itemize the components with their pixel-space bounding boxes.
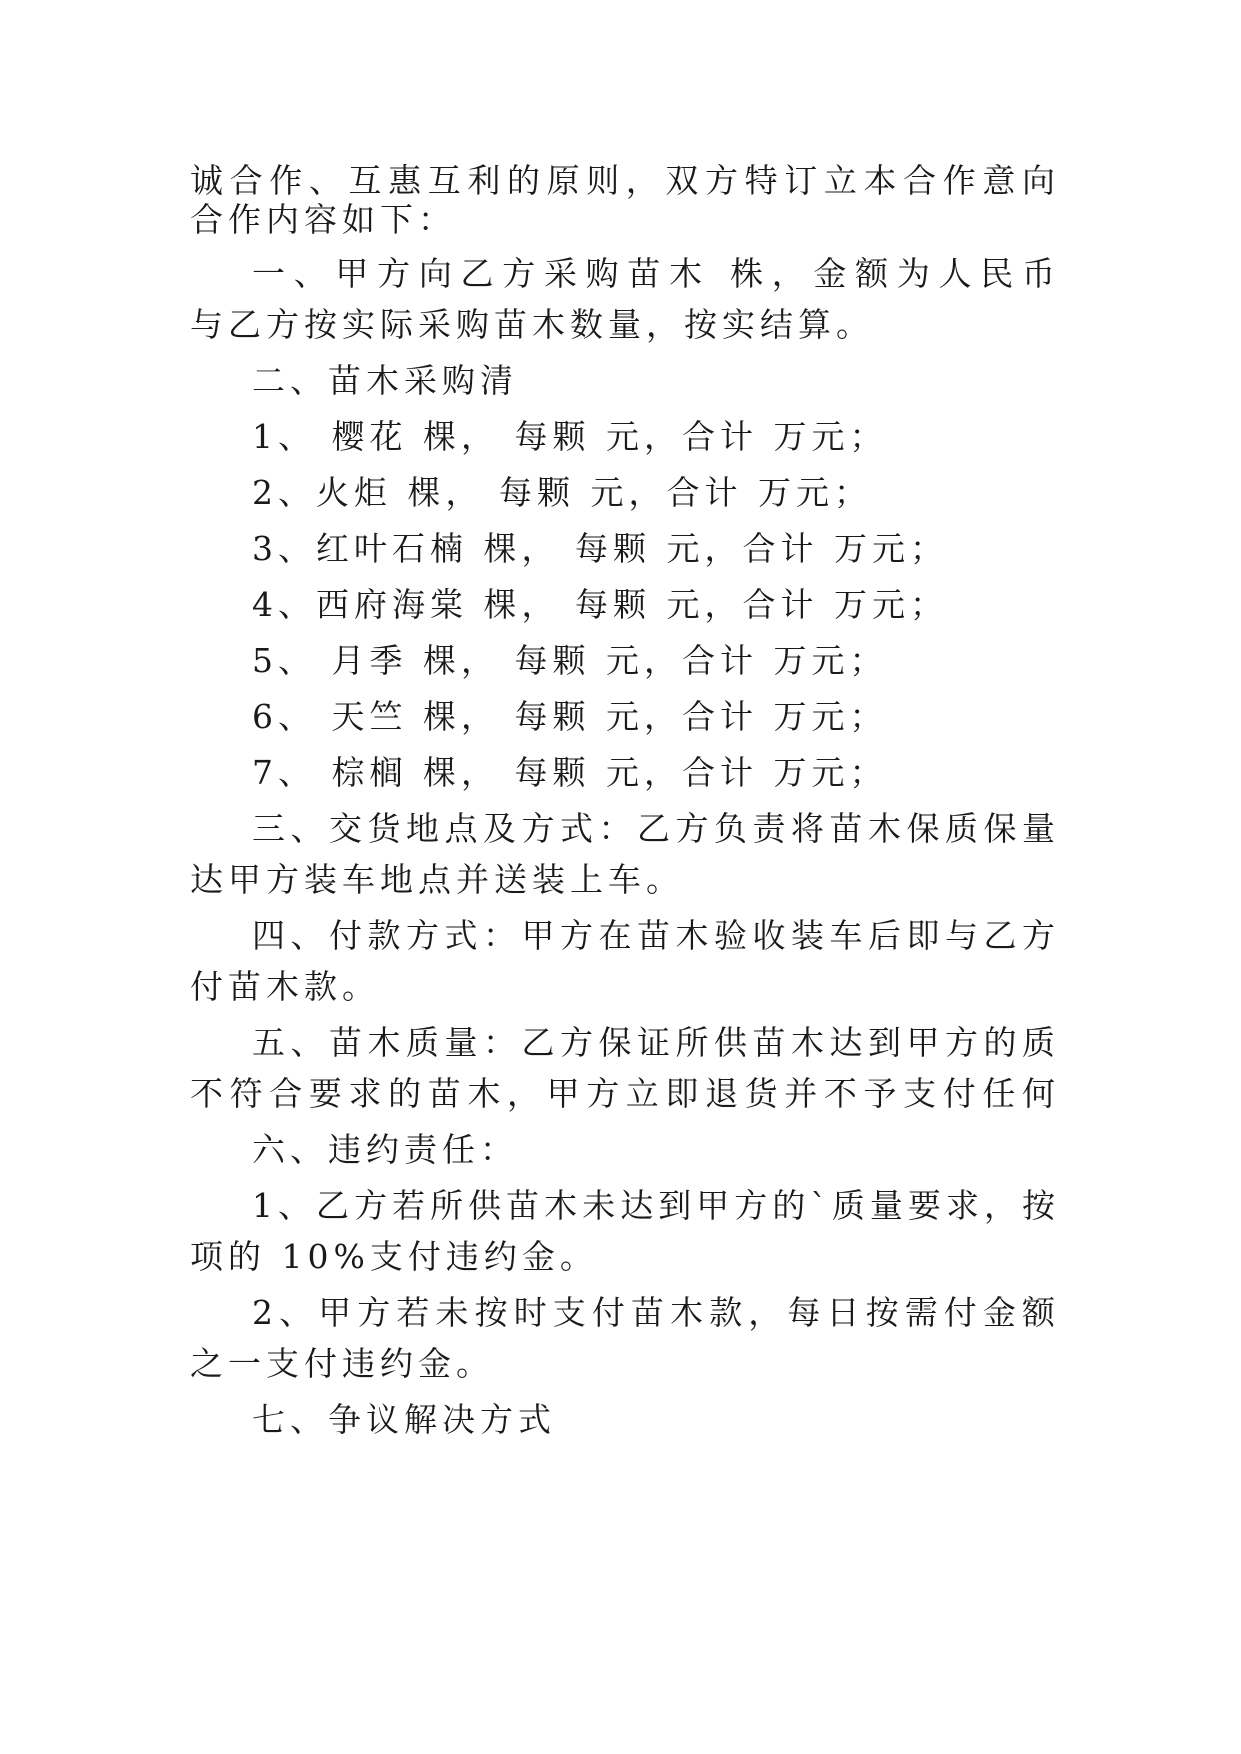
purchase-list-item: 3、红叶石楠 棵， 每颗 元，合计 万元； — [252, 529, 948, 568]
clause-4-heading: 四、付款方式：甲方在苗木验收装车后即与乙方 — [252, 916, 1060, 955]
clause-3-heading: 三、交货地点及方式：乙方负责将苗木保质保量 — [252, 809, 1060, 848]
purchase-list-item: 7、 棕榈 棵， 每颗 元，合计 万元； — [252, 753, 888, 792]
body-text-line: 项的 10%支付违约金。 — [190, 1237, 598, 1276]
liability-item: 1、乙方若所供苗木未达到甲方的`质量要求，按 — [252, 1186, 1060, 1225]
clause-7-heading: 七、争议解决方式 — [252, 1400, 556, 1439]
body-text-line: 合作内容如下： — [190, 200, 456, 239]
body-text-line: 付苗木款。 — [190, 967, 380, 1006]
clause-1-heading: 一、甲方向乙方采购苗木 株，金额为人民币 — [252, 254, 1060, 293]
body-text-line: 与乙方按实际采购苗木数量，按实结算。 — [190, 305, 874, 344]
liability-item: 2、甲方若未按时支付苗木款，每日按需付金额 — [252, 1293, 1060, 1332]
purchase-list-item: 5、 月季 棵， 每颗 元，合计 万元； — [252, 641, 888, 680]
body-text-line: 不符合要求的苗木，甲方立即退货并不予支付任何 — [190, 1074, 1060, 1113]
clause-6-heading: 六、违约责任： — [252, 1130, 518, 1169]
purchase-list-item: 4、西府海棠 棵， 每颗 元，合计 万元； — [252, 585, 948, 624]
clause-2-heading: 二、苗木采购清 — [252, 361, 518, 400]
body-text-line: 达甲方装车地点并送装上车。 — [190, 860, 684, 899]
purchase-list-item: 2、火炬 棵， 每颗 元，合计 万元； — [252, 473, 872, 512]
purchase-list-item: 6、 天竺 棵， 每颗 元，合计 万元； — [252, 697, 888, 736]
clause-5-heading: 五、苗木质量：乙方保证所供苗木达到甲方的质 — [252, 1023, 1060, 1062]
purchase-list-item: 1、 樱花 棵， 每颗 元，合计 万元； — [252, 417, 888, 456]
body-text-line: 诚合作、互惠互利的原则，双方特订立本合作意向 — [190, 161, 1060, 200]
body-text-line: 之一支付违约金。 — [190, 1344, 494, 1383]
